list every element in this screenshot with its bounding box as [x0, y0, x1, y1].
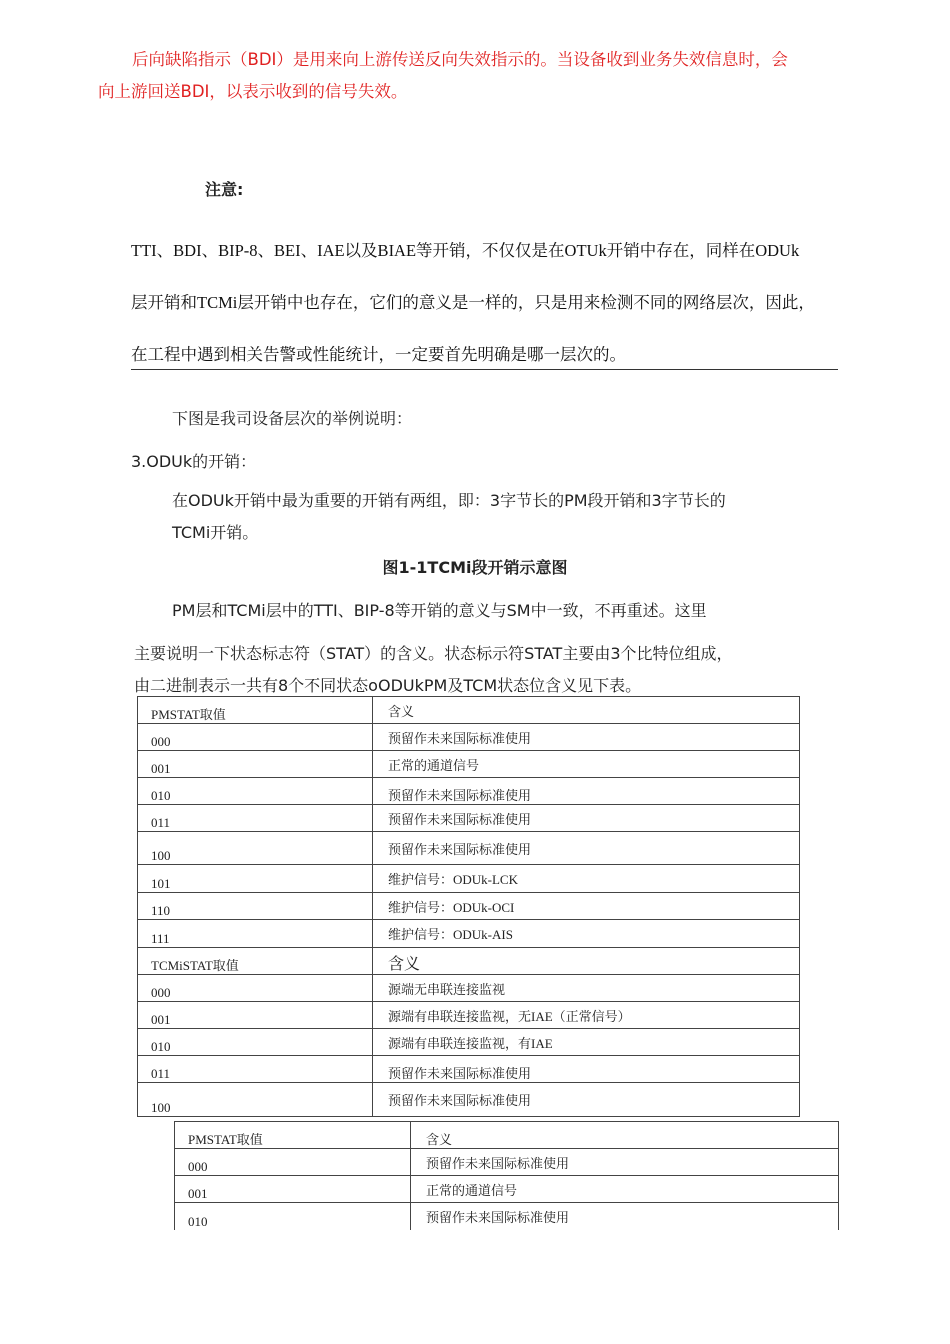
intro-line-2: 向上游回送BDI，以表示收到的信号失效。 [98, 82, 408, 101]
table-row [138, 920, 800, 948]
table-cell: 预留作未来国际标准使用 [411, 1149, 839, 1176]
table-cell: PMSTAT取值 [175, 1122, 411, 1149]
table-cell: 源端有串联连接监视，无IAE（正常信号） [373, 1002, 800, 1029]
section-heading: 3.ODUk的开销： [131, 452, 257, 471]
table-row [138, 1056, 800, 1083]
table-row [138, 1083, 800, 1117]
table-cell: 001 [138, 1002, 373, 1029]
table-cell: 000 [175, 1149, 411, 1176]
table-cell: 010 [175, 1203, 411, 1230]
table-cell: 正常的通道信号 [373, 751, 800, 778]
table-row [138, 865, 800, 893]
table-cell: 预留作未来国际标准使用 [373, 724, 800, 751]
pmstat-table-repeat [174, 1121, 839, 1230]
table-cell: 010 [138, 778, 373, 805]
para2-line-1: PM层和TCMi层中的TTI、BIP-8等开销的意义与SM中一致，不再重述。这里 [172, 601, 707, 620]
table-cell: 011 [138, 805, 373, 832]
table-cell: 001 [138, 751, 373, 778]
table-cell: 预留作未来国际标准使用 [373, 1056, 800, 1083]
note-line-1: TTI、BDI、BIP-8、BEI、IAE以及BIAE等开销，不仅仅是在OTUk开销中存在，同样在ODUk [131, 241, 800, 260]
table-cell: 101 [138, 865, 373, 893]
table-cell: 111 [138, 920, 373, 948]
table-row [138, 975, 800, 1002]
table-cell: 010 [138, 1029, 373, 1056]
note-line-3: 在工程中遇到相关告警或性能统计，一定要首先明确是哪一层次的。 [131, 345, 626, 364]
table-cell: PMSTAT取值 [138, 697, 373, 724]
table-cell: 预留作未来国际标准使用 [373, 778, 800, 805]
para2-line-2: 主要说明一下状态标志符（STAT）的含义。状态标示符STAT主要由3个比特位组成， [134, 644, 733, 663]
para2-line-3: 由二进制表示一共有8个不同状态oODUkPM及TCM状态位含义见下表。 [134, 676, 642, 695]
example-text: 下图是我司设备层次的举例说明： [172, 409, 413, 428]
table-cell: 预留作未来国际标准使用 [373, 1083, 800, 1117]
table-cell: 维护信号：ODUk-OCI [373, 893, 800, 920]
table-cell: 预留作未来国际标准使用 [373, 805, 800, 832]
table-cell: 000 [138, 975, 373, 1002]
table-cell: 011 [138, 1056, 373, 1083]
table-row [138, 778, 800, 805]
table-row [138, 893, 800, 920]
table-cell: 源端无串联连接监视 [373, 975, 800, 1002]
table-cell: TCMiSTAT取值 [138, 948, 373, 975]
table-row [138, 948, 800, 975]
intro-paragraph [98, 44, 858, 108]
table-cell: 源端有串联连接监视，有IAE [373, 1029, 800, 1056]
table-row [175, 1203, 839, 1230]
table-cell: 000 [138, 724, 373, 751]
table-cell: 预留作未来国际标准使用 [411, 1203, 839, 1230]
figure-caption: 图1-1TCMi段开销示意图 [382, 558, 568, 577]
table-row [138, 1002, 800, 1029]
table-row [138, 697, 800, 724]
intro-line-1: 后向缺陷指示（BDI）是用来向上游传送反向失效指示的。当设备收到业务失效信息时，会 [132, 50, 788, 69]
para1-line-1: 在ODUk开销中最为重要的开销有两组，即：3字节长的PM段开销和3字节长的 [172, 491, 726, 510]
table-row [175, 1122, 839, 1149]
table-row [175, 1176, 839, 1203]
note-line-2: 层开销和TCMi层开销中也存在，它们的意义是一样的，只是用来检测不同的网络层次，因此， [131, 293, 815, 312]
table-row [138, 832, 800, 865]
table-cell: 含义 [373, 948, 800, 975]
table-cell: 100 [138, 1083, 373, 1117]
table-row [175, 1149, 839, 1176]
note-title: 注意: [205, 180, 244, 199]
para1-line-2: TCMi开销。 [172, 523, 259, 542]
table-row [138, 751, 800, 778]
table-cell: 含义 [373, 697, 800, 724]
table-cell: 100 [138, 832, 373, 865]
table-cell: 含义 [411, 1122, 839, 1149]
table-cell: 正常的通道信号 [411, 1176, 839, 1203]
table-cell: 维护信号：ODUk-AIS [373, 920, 800, 948]
stat-table [137, 696, 800, 1117]
table-cell: 预留作未来国际标准使用 [373, 832, 800, 865]
table-cell: 110 [138, 893, 373, 920]
table-cell: 001 [175, 1176, 411, 1203]
table-row [138, 805, 800, 832]
table-row [138, 1029, 800, 1056]
note-divider [131, 369, 838, 370]
table-row [138, 724, 800, 751]
table-cell: 维护信号：ODUk-LCK [373, 865, 800, 893]
